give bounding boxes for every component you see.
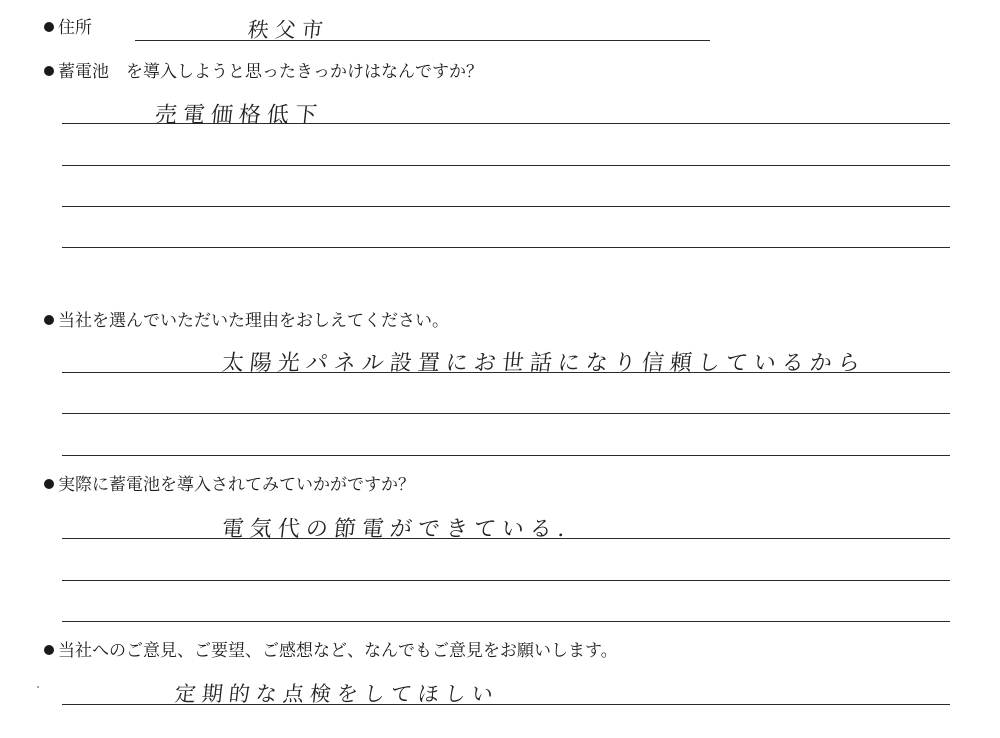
- address-label-row: [44, 18, 92, 38]
- answer-2-line-3: [62, 455, 950, 456]
- answer-1-handwritten: 売電価格低下: [153, 103, 325, 128]
- bullet-icon: [44, 22, 54, 32]
- question-3-label: 実際に蓄電池を導入されてみていかがですか？: [58, 475, 415, 495]
- answer-1-line-1: [62, 123, 950, 124]
- bullet-icon: [44, 645, 54, 655]
- answer-1-line-4: [62, 247, 950, 248]
- question-1-label: 蓄電池 を導入しようと思ったきっかけはなんですか？: [58, 62, 483, 82]
- bullet-icon: [44, 315, 54, 325]
- bullet-icon: [44, 479, 54, 489]
- answer-1-line-2: [62, 165, 950, 166]
- scan-speck: [37, 686, 39, 688]
- bullet-icon: [44, 66, 54, 76]
- answer-4-handwritten: 定期的な点検をしてほしい: [173, 682, 501, 706]
- answer-3-line-2: [62, 580, 950, 581]
- answer-3-handwritten: 電気代の節電ができている.: [220, 517, 573, 542]
- answer-3-line-3: [62, 621, 950, 622]
- question-1: [44, 62, 483, 82]
- answer-4-line-1: [62, 704, 950, 705]
- question-4-label: 当社へのご意見、ご要望、ご感想など、なんでもご意見をお願いします。: [58, 641, 618, 661]
- answer-2-line-2: [62, 413, 950, 414]
- question-2: [44, 311, 449, 331]
- answer-2-handwritten: 太陽光パネル設置にお世話になり信頼しているから: [220, 351, 868, 376]
- question-4: [44, 641, 618, 661]
- answer-1-line-3: [62, 206, 950, 207]
- question-2-label: 当社を選んでいただいた理由をおしえてください。: [58, 311, 449, 331]
- question-3: [44, 475, 415, 495]
- answer-3-line-1: [62, 538, 950, 539]
- address-label: 住所: [58, 18, 92, 38]
- address-handwritten-value: 秩父市: [246, 18, 331, 42]
- address-line: [135, 40, 710, 41]
- answer-2-line-1: [62, 372, 950, 373]
